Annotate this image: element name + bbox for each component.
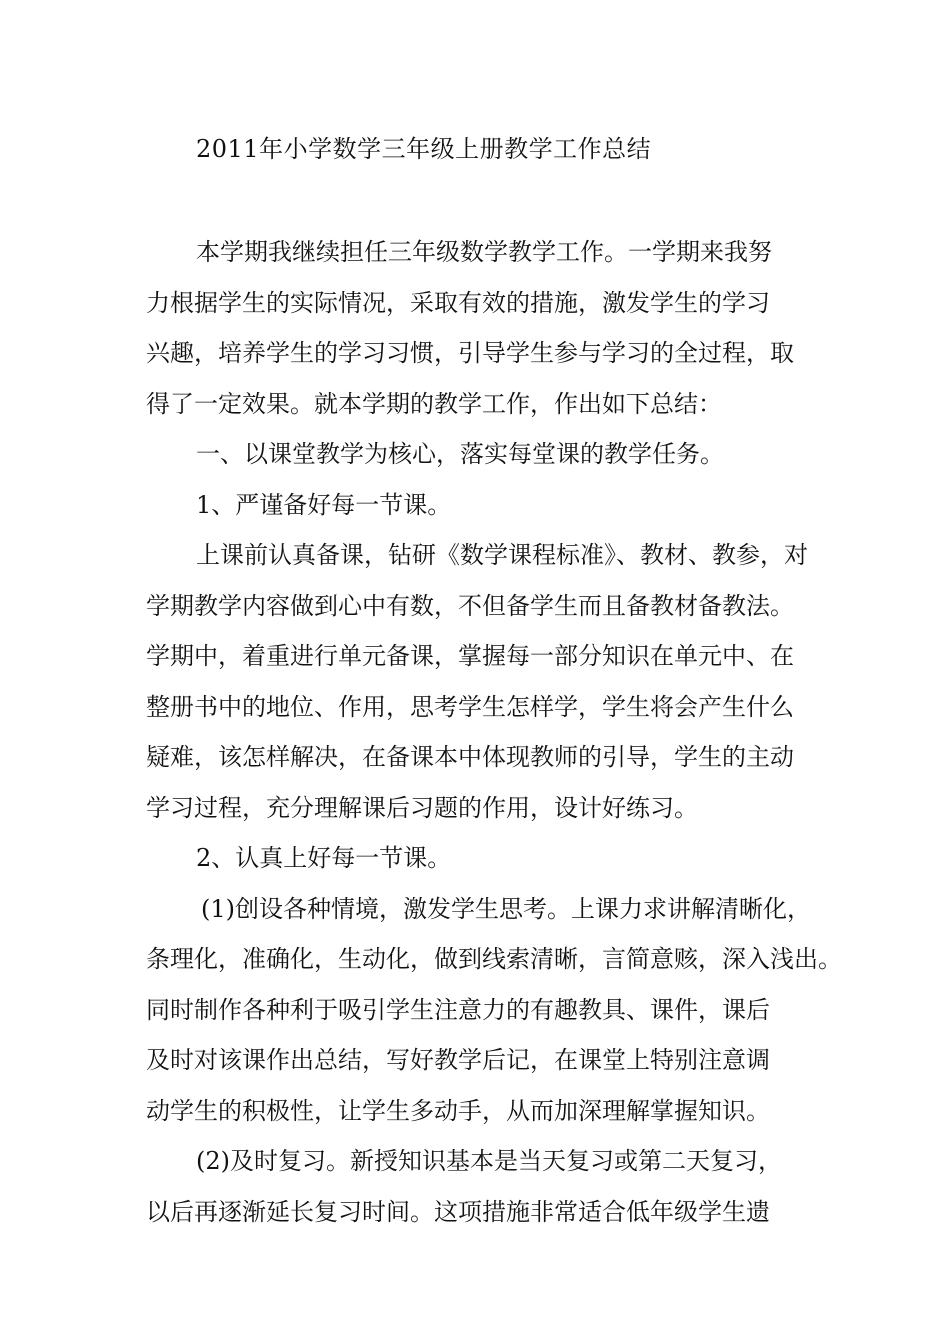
paragraph-line: 上课前认真备课，钻研《数学课程标准》、教材、教参，对 (196, 541, 808, 569)
paragraph-line: 动学生的积极性，让学生多动手，从而加深理解掌握知识。 (146, 1096, 770, 1125)
paragraph-line: 以后再逐渐延长复习时间。这项措施非常适合低年级学生遗 (146, 1197, 770, 1226)
paragraph-line: 兴趣，培养学生的学习习惯，引导学生参与学习的全过程，取 (146, 339, 794, 367)
paragraph-line: 学期中，着重进行单元备课，掌握每一部分知识在单元中、在 (146, 642, 794, 670)
paragraph-line: 疑难，该怎样解决，在备课本中体现教师的引导，学生的主动 (146, 743, 794, 771)
document-title: 2011年小学数学三年级上册教学工作总结 (196, 135, 652, 163)
paragraph-line: 及时对该课作出总结，写好教学后记，在课堂上特别注意调 (146, 1046, 770, 1074)
subsection-heading: 2、认真上好每一节课。 (196, 844, 452, 872)
paragraph-line: 整册书中的地位、作用，思考学生怎样学，学生将会产生什么 (146, 692, 794, 721)
paragraph-line: 力根据学生的实际情况，采取有效的措施，激发学生的学习 (146, 288, 770, 317)
paragraph-line: 学期教学内容做到心中有数，不但备学生而且备教材备教法。 (146, 591, 794, 620)
paragraph-line: 同时制作各种利于吸引学生注意力的有趣教具、课件，课后 (146, 995, 770, 1024)
document-body (146, 227, 842, 1237)
subsection-heading: 1、严谨备好每一节课。 (196, 490, 452, 519)
paragraph-line: (2)及时复习。新授知识基本是当天复习或第二天复习， (196, 1147, 782, 1175)
paragraph-line: 得了一定效果。就本学期的教学工作，作出如下总结： (146, 389, 722, 418)
paragraph-line: 本学期我继续担任三年级数学教学工作。一学期来我努 (196, 238, 772, 266)
section-heading: 一、以课堂教学为核心，落实每堂课的教学任务。 (196, 440, 724, 468)
paragraph-line: 学习过程，充分理解课后习题的作用，设计好练习。 (146, 793, 698, 822)
paragraph-line: 条理化，准确化，生动化，做到线索清晰，言简意赅，深入浅出。 (146, 945, 842, 973)
paragraph-line: (1)创设各种情境，激发学生思考。上课力求讲解清晰化， (201, 894, 811, 923)
